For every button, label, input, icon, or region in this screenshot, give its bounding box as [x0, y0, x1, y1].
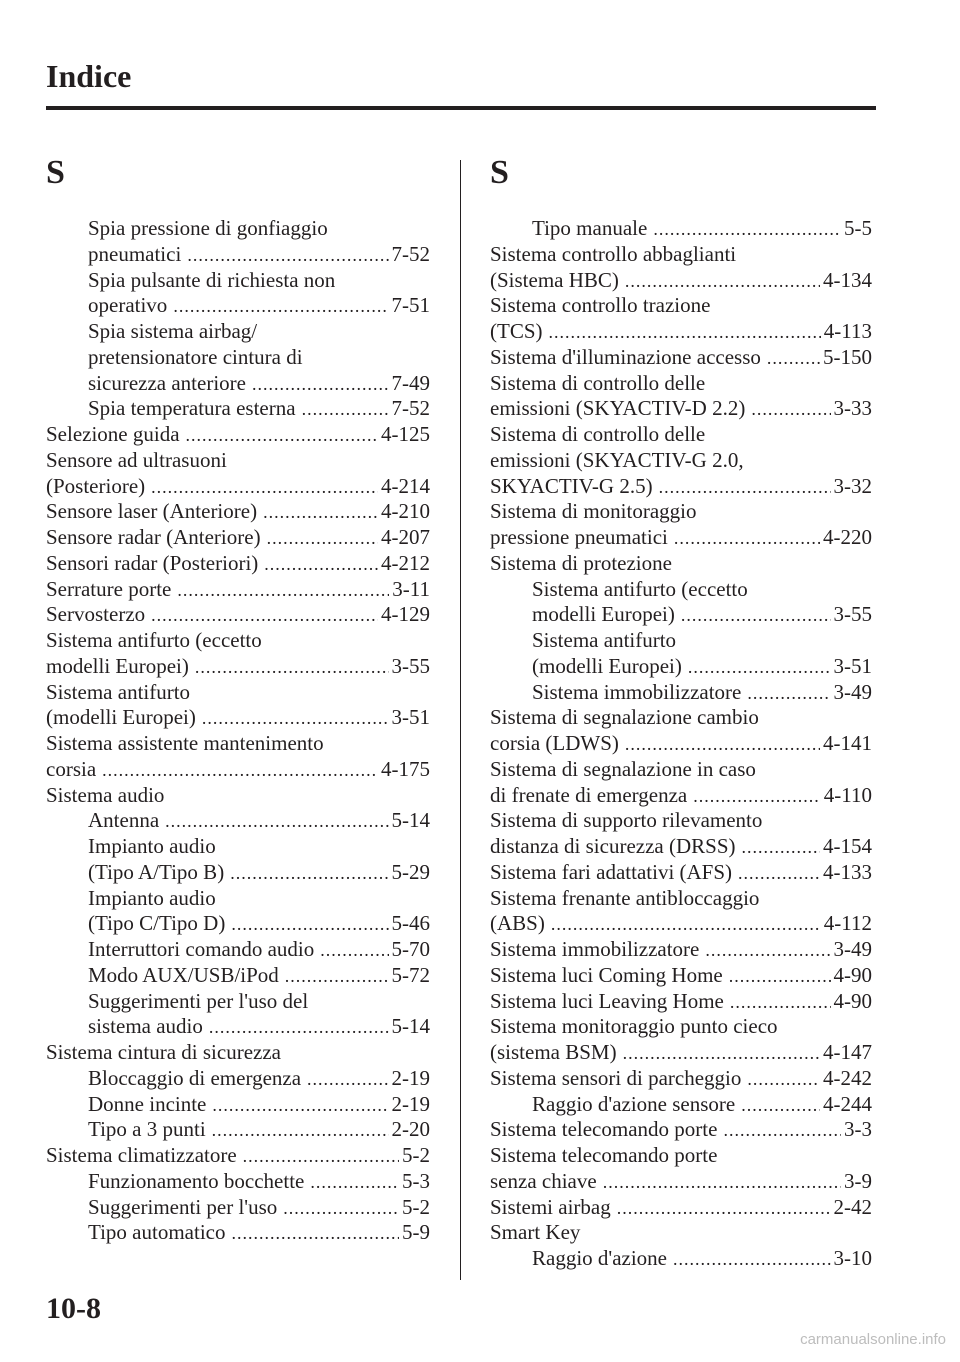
index-entry-text: Sistema di controllo delle [490, 370, 706, 395]
index-entry-text: Sistema fari adattativi (AFS) [490, 859, 733, 884]
index-entry [490, 834, 872, 860]
dot-leader [751, 397, 830, 423]
dot-leader [729, 964, 831, 990]
index-entry-page: 7-51 [391, 293, 430, 318]
dot-leader [688, 655, 831, 681]
index-entry [490, 242, 872, 268]
dot-leader [659, 475, 831, 501]
dot-leader [231, 912, 388, 938]
index-entry [46, 731, 430, 757]
index-entry [46, 1092, 430, 1118]
index-entry [490, 757, 872, 783]
dot-leader [187, 243, 388, 269]
index-entry [490, 577, 872, 603]
dot-leader [285, 964, 389, 990]
index-entry-text: Sistema antifurto [532, 628, 677, 652]
index-entry-text: senza chiave [490, 1168, 597, 1193]
index-entry-text: modelli Europei) [46, 653, 189, 678]
index-entry-text: Suggerimenti per l'uso del [88, 988, 309, 1013]
index-entry [46, 422, 430, 448]
index-entry [46, 963, 430, 989]
index-entry [490, 396, 872, 422]
index-entries [490, 216, 872, 1272]
index-entry-page: 5-3 [402, 1168, 430, 1193]
dot-leader [747, 1067, 820, 1093]
index-entry-page: 4-220 [823, 525, 872, 549]
index-entry-text: (modelli Europei) [532, 653, 682, 678]
index-entry-page: 2-19 [391, 1091, 430, 1116]
index-entry-text: Donne incinte [88, 1091, 207, 1116]
index-entry-text: Sistema telecomando porte [490, 1143, 718, 1167]
index-entry-text: pretensionatore cintura di [88, 344, 303, 369]
index-entry-text: (TCS) [490, 319, 543, 343]
index-entry-text: Spia pressione di gonfiaggio [88, 216, 328, 240]
index-entry-text: Spia sistema airbag/ [88, 319, 258, 343]
index-entry [490, 602, 872, 628]
dot-leader [730, 990, 831, 1016]
index-entry [46, 448, 430, 474]
dot-leader [625, 732, 820, 758]
dot-leader [202, 706, 389, 732]
index-entry-text: Sistema assistente mantenimento [46, 731, 324, 755]
dot-leader [302, 397, 389, 423]
index-entry-page: 3-55 [833, 602, 872, 627]
index-entry-text: Sensore radar (Anteriore) [46, 525, 261, 549]
dot-leader [653, 217, 841, 243]
index-entry [46, 860, 430, 886]
index-entry-page: 2-19 [391, 1065, 430, 1090]
index-entry [46, 1220, 430, 1246]
index-entry-text: corsia (LDWS) [490, 731, 619, 755]
dot-leader [673, 1247, 831, 1273]
dot-leader [264, 552, 378, 578]
index-entries [46, 216, 430, 1246]
index-entry [46, 705, 430, 731]
index-entry-page: 4-141 [823, 731, 872, 755]
index-entry-text: (modelli Europei) [46, 705, 196, 730]
index-entry-page: 5-46 [391, 911, 430, 936]
index-entry-text: Sistema climatizzatore [46, 1143, 237, 1167]
dot-leader [738, 861, 820, 887]
section-letter: S [46, 154, 65, 191]
index-entry [46, 345, 430, 371]
index-entry-text: modelli Europei) [532, 602, 675, 627]
index-entry [46, 808, 430, 834]
index-entry-page: 3-10 [833, 1246, 872, 1270]
index-entry [46, 474, 430, 500]
index-entry-text: emissioni (SKYACTIV-G 2.0, [490, 447, 744, 472]
index-entry-page: 4-175 [381, 756, 430, 781]
index-entry [46, 886, 430, 912]
index-entry [490, 1040, 872, 1066]
index-entry-page: 5-2 [402, 1194, 430, 1219]
index-entry [490, 1066, 872, 1092]
index-entry-page: 4-134 [823, 267, 872, 292]
index-entry [490, 448, 872, 474]
index-entry-page: 3-9 [844, 1168, 872, 1193]
index-entry-text: pressione pneumatici [490, 525, 668, 549]
index-entry-text: (Sistema HBC) [490, 267, 619, 292]
index-entry-page: 3-32 [833, 473, 872, 498]
dot-leader [603, 1170, 841, 1196]
index-entry [46, 654, 430, 680]
dot-leader [320, 938, 388, 964]
index-entry [46, 319, 430, 345]
index-entry [490, 963, 872, 989]
dot-leader [549, 320, 821, 346]
dot-leader [310, 1170, 399, 1196]
index-entry-text: sistema audio [88, 1014, 203, 1039]
index-entry-text: Serrature porte [46, 576, 172, 601]
dot-leader [195, 655, 389, 681]
index-entry-page: 5-14 [391, 1014, 430, 1039]
index-entry-page: 3-33 [833, 396, 872, 421]
index-entry-text: Sistema luci Leaving Home [490, 988, 724, 1013]
index-entry-text: Funzionamento bocchette [88, 1168, 305, 1193]
index-entry [46, 834, 430, 860]
index-entry-text: Sistema di monitoraggio [490, 499, 697, 524]
index-entry [46, 577, 430, 603]
dot-leader [693, 784, 821, 810]
index-entry [46, 937, 430, 963]
dot-leader [151, 475, 378, 501]
index-entry [46, 1066, 430, 1092]
index-entry-text: Sistema audio [46, 782, 165, 807]
index-entry-page: 4-244 [823, 1091, 872, 1116]
index-entry-text: Raggio d'azione sensore [532, 1091, 736, 1116]
index-entry-page: 2-42 [833, 1194, 872, 1219]
index-entry [490, 499, 872, 525]
index-entry [490, 1169, 872, 1195]
index-entry [490, 860, 872, 886]
index-entry [46, 989, 430, 1015]
dot-leader [177, 578, 389, 604]
index-entry-page: 7-49 [391, 370, 430, 395]
index-entry-page: 4-214 [381, 473, 430, 498]
index-entry-page: 5-150 [823, 344, 872, 369]
dot-leader [742, 835, 820, 861]
index-entry [490, 783, 872, 809]
index-entry-text: Sistema antifurto (eccetto [532, 576, 748, 601]
index-entry-page: 5-14 [391, 808, 430, 833]
index-entry-text: Sistema antifurto (eccetto [46, 628, 262, 652]
dot-leader [212, 1093, 388, 1119]
index-entry-text: Sistema d'illuminazione accesso [490, 344, 761, 369]
index-entry-page: 5-9 [402, 1220, 430, 1245]
index-entry-text: Sistema cintura di sicurezza [46, 1040, 281, 1064]
index-entry-page: 4-212 [381, 550, 430, 575]
index-entry-page: 3-55 [391, 653, 430, 678]
section-letter: S [490, 154, 509, 191]
index-entry-text: Antenna [88, 808, 160, 833]
index-entry-text: Sistema telecomando porte [490, 1117, 718, 1142]
index-entry-page: 2-20 [391, 1117, 430, 1142]
index-entry-text: Sensori radar (Posteriori) [46, 550, 259, 575]
dot-leader [252, 372, 389, 398]
index-entry [490, 319, 872, 345]
index-entry-text: Impianto audio [88, 834, 216, 858]
index-entry-text: Sistemi airbag [490, 1194, 611, 1219]
index-entry-page: 4-113 [823, 319, 872, 343]
dot-leader [243, 1144, 399, 1170]
index-entry-page: 3-51 [391, 705, 430, 730]
index-entry-text: Spia pulsante di richiesta non [88, 267, 336, 292]
dot-leader [617, 1196, 831, 1222]
index-entry-text: Sistema luci Coming Home [490, 962, 723, 987]
dot-leader [747, 681, 830, 707]
index-entry-text: Impianto audio [88, 885, 216, 910]
index-entry [46, 499, 430, 525]
dot-leader [231, 1221, 399, 1247]
dot-leader [741, 1093, 820, 1119]
dot-leader [625, 269, 820, 295]
index-entry [46, 757, 430, 783]
index-entry [46, 551, 430, 577]
index-entry [490, 705, 872, 731]
index-entry-text: Sistema sensori di parcheggio [490, 1065, 742, 1090]
dot-leader [186, 423, 378, 449]
dot-leader [263, 500, 378, 526]
page-header-title: Indice [46, 58, 132, 94]
index-entry-text: Sensore ad ultrasuoni [46, 447, 227, 472]
index-entry [46, 1117, 430, 1143]
index-entry [46, 1014, 430, 1040]
dot-leader [165, 809, 388, 835]
index-entry-text: pneumatici [88, 241, 182, 266]
index-entry-text: (Tipo C/Tipo D) [88, 911, 226, 936]
index-entry [46, 396, 430, 422]
index-entry-text: Sensore laser (Anteriore) [46, 499, 258, 524]
index-entry [490, 886, 872, 912]
index-entry-page: 3-3 [844, 1117, 872, 1142]
index-entry-text: sicurezza anteriore [88, 370, 246, 395]
index-entry [490, 680, 872, 706]
index-entry [46, 783, 430, 809]
index-entry [46, 628, 430, 654]
index-entry [490, 937, 872, 963]
index-entry-text: Tipo automatico [88, 1220, 226, 1245]
dot-leader [705, 938, 830, 964]
index-entry [46, 293, 430, 319]
index-entry [46, 268, 430, 294]
index-entry-page: 5-2 [402, 1143, 430, 1167]
index-entry-page: 4-147 [823, 1040, 872, 1064]
index-entry-text: (Posteriore) [46, 473, 146, 498]
dot-leader [623, 1041, 820, 1067]
index-entry [490, 654, 872, 680]
index-entry [490, 422, 872, 448]
index-entry-page: 4-90 [833, 988, 872, 1013]
index-entry [490, 808, 872, 834]
index-entry [490, 911, 872, 937]
index-entry [490, 628, 872, 654]
index-entry-text: (Tipo A/Tipo B) [88, 859, 225, 884]
index-entry-text: Sistema antifurto [46, 679, 191, 704]
index-entry-page: 4-110 [823, 782, 872, 807]
index-entry [490, 1143, 872, 1169]
index-entry [46, 1143, 430, 1169]
index-entry [46, 525, 430, 551]
index-entry [46, 216, 430, 242]
index-entry-text: emissioni (SKYACTIV-D 2.2) [490, 396, 746, 421]
index-column-left [46, 150, 430, 1246]
index-entry-text: Selezione guida [46, 422, 180, 446]
index-entry [46, 242, 430, 268]
index-entry-text: corsia [46, 756, 97, 781]
index-entry [46, 1195, 430, 1221]
index-entry-page: 4-242 [823, 1065, 872, 1090]
index-entry-text: Sistema controllo abbaglianti [490, 241, 737, 266]
dot-leader [267, 526, 378, 552]
index-entry-text: Raggio d'azione [532, 1246, 667, 1270]
watermark: carmanualsonline.info [800, 1331, 946, 1348]
index-entry-text: Sistema frenante antibloccaggio [490, 885, 760, 910]
index-entry-text: distanza di sicurezza (DRSS) [490, 834, 736, 858]
index-entry [46, 911, 430, 937]
index-entry-page: 4-207 [381, 525, 430, 549]
index-entry-text: Sistema di segnalazione cambio [490, 705, 759, 730]
index-entry-text: Sistema di segnalazione in caso [490, 756, 756, 781]
dot-leader [551, 912, 821, 938]
index-entry [490, 989, 872, 1015]
index-entry-text: Tipo manuale [532, 216, 648, 240]
index-entry-text: Interruttori comando audio [88, 937, 315, 961]
index-entry-page: 3-11 [392, 576, 430, 601]
index-entry-text: (sistema BSM) [490, 1040, 617, 1064]
index-entry-page: 4-125 [381, 422, 430, 446]
index-entry-page: 3-49 [833, 937, 872, 961]
index-entry-page: 5-29 [391, 859, 430, 884]
dot-leader [723, 1118, 841, 1144]
index-entry-text: Sistema di protezione [490, 550, 672, 575]
index-entry [490, 1220, 872, 1246]
column-divider [460, 160, 461, 1280]
index-entry-text: (ABS) [490, 911, 545, 936]
index-entry-page: 4-90 [833, 962, 872, 987]
index-entry [490, 1117, 872, 1143]
index-entry [46, 371, 430, 397]
index-entry [490, 1014, 872, 1040]
header-rule [46, 106, 876, 110]
index-column-right [490, 150, 872, 1272]
index-entry-text: Spia temperatura esterna [88, 396, 296, 421]
index-entry-page: 4-210 [381, 499, 430, 524]
index-entry-text: di frenate di emergenza [490, 782, 688, 807]
index-entry-page: 5-70 [391, 937, 430, 961]
index-entry-page: 5-72 [391, 962, 430, 987]
index-entry [490, 551, 872, 577]
index-entry-text: Suggerimenti per l'uso [88, 1194, 278, 1219]
index-entry-text: Sistema immobilizzatore [532, 679, 742, 704]
index-entry-page: 4-112 [823, 911, 872, 936]
dot-leader [173, 294, 388, 320]
index-entry [46, 680, 430, 706]
dot-leader [307, 1067, 388, 1093]
dot-leader [283, 1196, 399, 1222]
index-entry-text: Modo AUX/USB/iPod [88, 962, 279, 987]
index-entry [46, 1169, 430, 1195]
index-entry-page: 7-52 [391, 396, 430, 421]
dot-leader [151, 603, 378, 629]
index-entry [46, 1040, 430, 1066]
index-entry-page: 7-52 [391, 241, 430, 266]
index-entry-text: SKYACTIV-G 2.5) [490, 473, 653, 498]
index-entry [490, 345, 872, 371]
index-entry-text: Tipo a 3 punti [88, 1117, 206, 1142]
index-entry-text: Sistema immobilizzatore [490, 937, 700, 961]
index-entry-text: Sistema di supporto rilevamento [490, 808, 763, 833]
dot-leader [102, 758, 378, 784]
index-entry [490, 1092, 872, 1118]
index-entry-text: Bloccaggio di emergenza [88, 1065, 302, 1090]
index-entry-page: 5-5 [844, 216, 872, 240]
dot-leader [767, 346, 820, 372]
index-entry-text: Smart Key [490, 1220, 581, 1245]
index-entry [46, 602, 430, 628]
index-entry-text: Sistema monitoraggio punto cieco [490, 1014, 778, 1039]
index-entry-text: Sistema controllo trazione [490, 293, 711, 318]
index-entry [490, 731, 872, 757]
index-entry-page: 4-129 [381, 602, 430, 627]
dot-leader [674, 526, 820, 552]
dot-leader [230, 861, 388, 887]
index-entry [490, 293, 872, 319]
index-entry [490, 525, 872, 551]
index-entry [490, 1246, 872, 1272]
index-entry [490, 216, 872, 242]
index-entry-text: Sistema di controllo delle [490, 422, 706, 446]
index-entry-page: 3-49 [833, 679, 872, 704]
index-entry-page: 4-154 [823, 834, 872, 858]
dot-leader [681, 603, 831, 629]
dot-leader [212, 1118, 389, 1144]
index-entry-page: 4-133 [823, 859, 872, 884]
index-entry [490, 371, 872, 397]
index-entry [490, 474, 872, 500]
index-entry-page: 3-51 [833, 653, 872, 678]
index-entry [490, 1195, 872, 1221]
page-number: 10-8 [46, 1292, 101, 1325]
index-entry-text: operativo [88, 293, 168, 318]
index-entry [490, 268, 872, 294]
dot-leader [209, 1015, 389, 1041]
index-entry-text: Servosterzo [46, 602, 146, 627]
